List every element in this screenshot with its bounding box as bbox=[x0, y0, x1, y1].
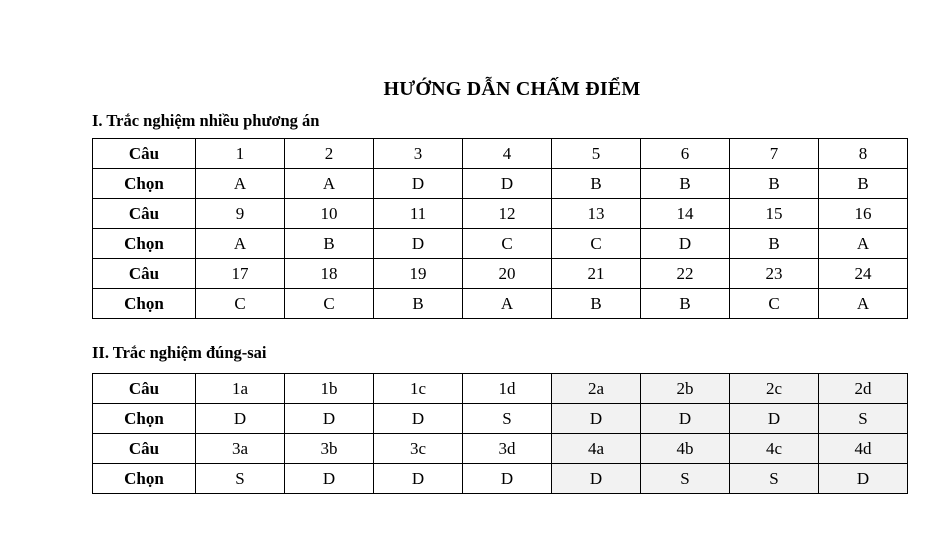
row-label-answer: Chọn bbox=[93, 464, 196, 494]
question-number-cell: 3c bbox=[374, 434, 463, 464]
answer-cell: D bbox=[374, 404, 463, 434]
table-row bbox=[93, 434, 908, 464]
question-number-cell: 12 bbox=[463, 199, 552, 229]
question-number-cell: 4a bbox=[552, 434, 641, 464]
question-number-cell: 7 bbox=[730, 139, 819, 169]
answer-cell: B bbox=[285, 229, 374, 259]
answer-cell: D bbox=[196, 404, 285, 434]
answer-cell: C bbox=[285, 289, 374, 319]
answer-cell: D bbox=[819, 464, 908, 494]
answer-cell: D bbox=[641, 404, 730, 434]
answer-cell: A bbox=[463, 289, 552, 319]
answer-cell: B bbox=[730, 169, 819, 199]
question-number-cell: 15 bbox=[730, 199, 819, 229]
answer-cell: D bbox=[641, 229, 730, 259]
table-row bbox=[93, 374, 908, 404]
table-body bbox=[93, 374, 908, 494]
answer-cell: D bbox=[463, 464, 552, 494]
answer-cell: D bbox=[285, 404, 374, 434]
question-number-cell: 4 bbox=[463, 139, 552, 169]
table-row bbox=[93, 259, 908, 289]
row-label-question: Câu bbox=[93, 259, 196, 289]
row-label-question: Câu bbox=[93, 139, 196, 169]
row-label-question: Câu bbox=[93, 199, 196, 229]
question-number-cell: 20 bbox=[463, 259, 552, 289]
question-number-cell: 8 bbox=[819, 139, 908, 169]
answer-cell: D bbox=[463, 169, 552, 199]
section-heading-true-false: II. Trắc nghiệm đúng-sai bbox=[92, 343, 267, 362]
table-row bbox=[93, 199, 908, 229]
answer-cell: S bbox=[196, 464, 285, 494]
row-label-answer: Chọn bbox=[93, 404, 196, 434]
answer-cell: A bbox=[819, 289, 908, 319]
answer-table-multiple-choice bbox=[92, 138, 908, 319]
answer-cell: D bbox=[374, 169, 463, 199]
table-row bbox=[93, 464, 908, 494]
row-label-question: Câu bbox=[93, 374, 196, 404]
question-number-cell: 23 bbox=[730, 259, 819, 289]
answer-cell: A bbox=[196, 229, 285, 259]
table-row bbox=[93, 229, 908, 259]
question-number-cell: 3a bbox=[196, 434, 285, 464]
question-number-cell: 1d bbox=[463, 374, 552, 404]
question-number-cell: 4d bbox=[819, 434, 908, 464]
answer-cell: S bbox=[641, 464, 730, 494]
answer-cell: B bbox=[552, 169, 641, 199]
answer-cell: C bbox=[196, 289, 285, 319]
answer-cell: D bbox=[552, 464, 641, 494]
answer-cell: D bbox=[552, 404, 641, 434]
question-number-cell: 3 bbox=[374, 139, 463, 169]
answer-cell: S bbox=[730, 464, 819, 494]
question-number-cell: 13 bbox=[552, 199, 641, 229]
row-label-answer: Chọn bbox=[93, 169, 196, 199]
question-number-cell: 2 bbox=[285, 139, 374, 169]
row-label-answer: Chọn bbox=[93, 229, 196, 259]
table-body bbox=[93, 139, 908, 319]
table-row bbox=[93, 404, 908, 434]
question-number-cell: 1 bbox=[196, 139, 285, 169]
answer-cell: S bbox=[463, 404, 552, 434]
question-number-cell: 6 bbox=[641, 139, 730, 169]
answer-cell: D bbox=[374, 464, 463, 494]
table-row bbox=[93, 139, 908, 169]
answer-cell: B bbox=[374, 289, 463, 319]
answer-cell: C bbox=[552, 229, 641, 259]
question-number-cell: 3b bbox=[285, 434, 374, 464]
question-number-cell: 1c bbox=[374, 374, 463, 404]
table-row bbox=[93, 169, 908, 199]
answer-cell: C bbox=[730, 289, 819, 319]
answer-cell: D bbox=[285, 464, 374, 494]
row-label-question: Câu bbox=[93, 434, 196, 464]
answer-cell: D bbox=[374, 229, 463, 259]
answer-cell: B bbox=[641, 169, 730, 199]
question-number-cell: 4c bbox=[730, 434, 819, 464]
question-number-cell: 2d bbox=[819, 374, 908, 404]
question-number-cell: 17 bbox=[196, 259, 285, 289]
question-number-cell: 24 bbox=[819, 259, 908, 289]
question-number-cell: 11 bbox=[374, 199, 463, 229]
answer-cell: D bbox=[730, 404, 819, 434]
answer-cell: B bbox=[641, 289, 730, 319]
question-number-cell: 1b bbox=[285, 374, 374, 404]
question-number-cell: 2b bbox=[641, 374, 730, 404]
page-title: HƯỚNG DẪN CHẤM ĐIỂM bbox=[383, 78, 641, 100]
question-number-cell: 3d bbox=[463, 434, 552, 464]
row-label-answer: Chọn bbox=[93, 289, 196, 319]
question-number-cell: 21 bbox=[552, 259, 641, 289]
answer-cell: B bbox=[819, 169, 908, 199]
question-number-cell: 1a bbox=[196, 374, 285, 404]
question-number-cell: 5 bbox=[552, 139, 641, 169]
question-number-cell: 16 bbox=[819, 199, 908, 229]
answer-cell: S bbox=[819, 404, 908, 434]
question-number-cell: 10 bbox=[285, 199, 374, 229]
answer-cell: A bbox=[196, 169, 285, 199]
answer-cell: B bbox=[552, 289, 641, 319]
question-number-cell: 14 bbox=[641, 199, 730, 229]
question-number-cell: 4b bbox=[641, 434, 730, 464]
question-number-cell: 2c bbox=[730, 374, 819, 404]
question-number-cell: 22 bbox=[641, 259, 730, 289]
answer-table-true-false bbox=[92, 373, 908, 494]
table-row bbox=[93, 289, 908, 319]
answer-cell: B bbox=[730, 229, 819, 259]
question-number-cell: 9 bbox=[196, 199, 285, 229]
answer-cell: A bbox=[285, 169, 374, 199]
answer-cell: C bbox=[463, 229, 552, 259]
section-heading-multiple-choice: I. Trắc nghiệm nhiều phương án bbox=[92, 111, 320, 130]
answer-cell: A bbox=[819, 229, 908, 259]
question-number-cell: 19 bbox=[374, 259, 463, 289]
question-number-cell: 2a bbox=[552, 374, 641, 404]
question-number-cell: 18 bbox=[285, 259, 374, 289]
